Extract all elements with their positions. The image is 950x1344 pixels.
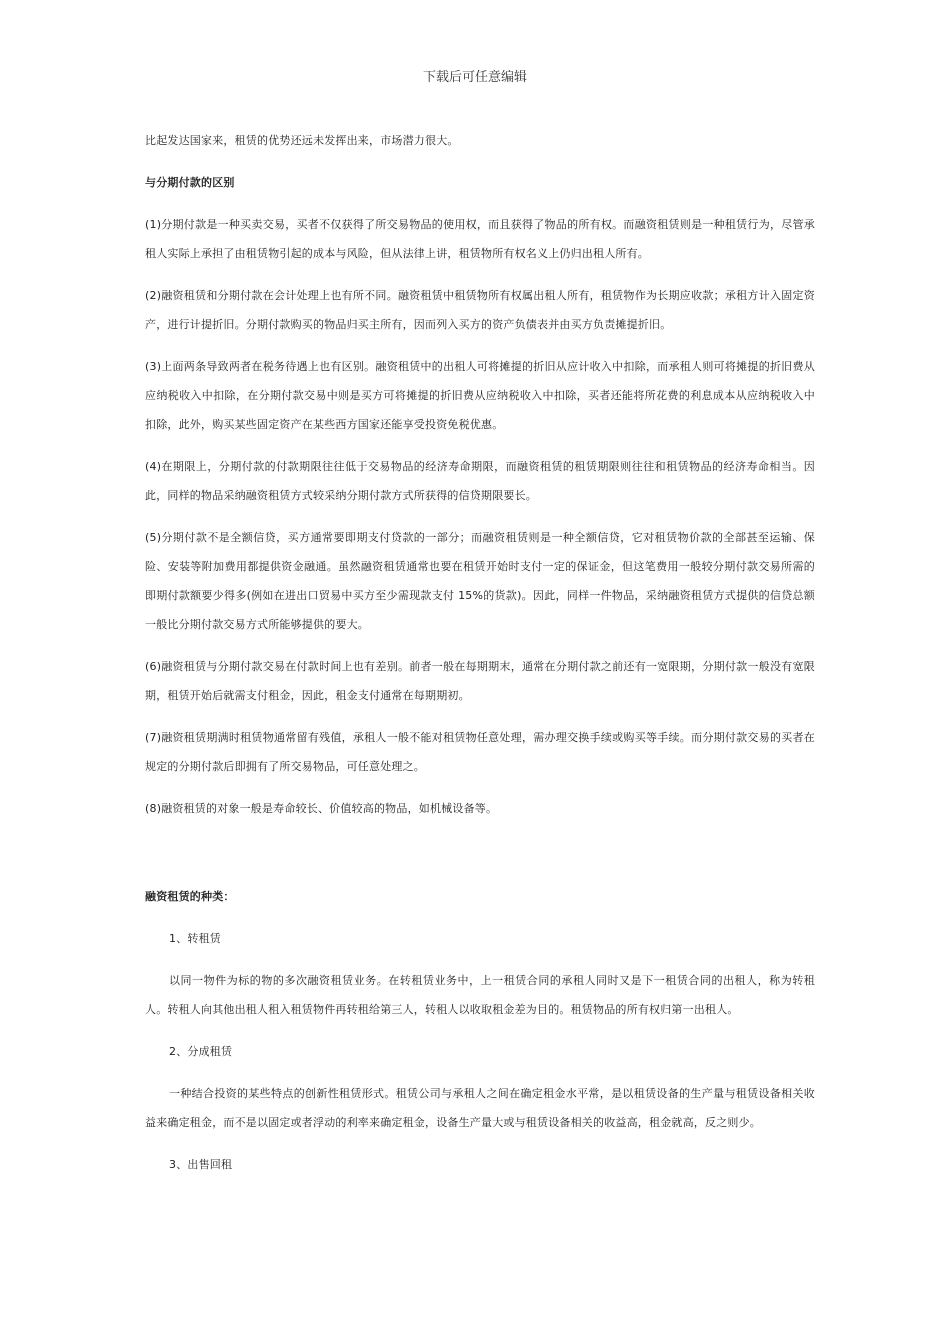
difference-item-8: (8)融资租赁的对象一般是寿命较长、价值较高的物品，如机械设备等。 (145, 802, 498, 815)
section-heading-types: 融资租赁的种类： (145, 890, 235, 903)
type-title-revenue-share: 2、分成租赁 (169, 1045, 233, 1058)
difference-item-6: (6)融资租赁与分期付款交易在付款时间上也有差别。前者一般在每期期末，通常在分期付款之前还有一宽限期，分期付款一般没有宽限期，租赁开始后就需支付租金，因此，租金支付通常在每期期初。 (145, 660, 815, 702)
difference-item-1: (1)分期付款是一种买卖交易，买者不仅获得了所交易物品的使用权，而且获得了物品的所有权。而融资租赁则是一种租赁行为，尽管承租人实际上承担了由租赁物引起的成本与风险，但从法律上讲，租赁物所有权名义上仍归出租人所有。 (145, 218, 815, 260)
type-title-sale-leaseback: 3、出售回租 (169, 1158, 233, 1171)
type-body-sublease: 以同一物件为标的物的多次融资租赁业务。在转租赁业务中，上一租赁合同的承租人同时又是下一租赁合同的出租人，称为转租人。转租人向其他出租人租入租赁物件再转租给第三人，转租人以收取租金差为目的。租赁物品的所有权归第一出租人。 (145, 974, 815, 1016)
section-heading-difference: 与分期付款的区别 (145, 176, 235, 189)
type-body-revenue-share: 一种结合投资的某些特点的创新性租赁形式。租赁公司与承租人之间在确定租金水平常，是以租赁设备的生产量与租赁设备相关收益来确定租金，而不是以固定或者浮动的利率来确定租金，设备生产量大或与租赁设备相关的收益高，租金就高，反之则少。 (145, 1087, 815, 1129)
difference-item-4: (4)在期限上，分期付款的付款期限往往低于交易物品的经济寿命期限，而融资租赁的租赁期限则往往和租赁物品的经济寿命相当。因此，同样的物品采纳融资租赁方式较采纳分期付款方式所获得的信贷期限要长。 (145, 460, 815, 502)
intro-paragraph: 比起发达国家来，租赁的优势还远未发挥出来，市场潜力很大。 (145, 134, 459, 147)
page-header: 下载后可任意编辑 (422, 70, 527, 85)
difference-item-2: (2)融资租赁和分期付款在会计处理上也有所不同。融资租赁中租赁物所有权属出租人所有，租赁物作为长期应收款；承租方计入固定资产，进行计提折旧。分期付款购买的物品归买主所有，因而列入买方的资产负债表并由买方负责摊提折旧。 (145, 289, 815, 331)
type-title-sublease: 1、转租赁 (169, 932, 221, 945)
document-body (145, 126, 815, 1192)
difference-item-3: (3)上面两条导致两者在税务待遇上也有区别。融资租赁中的出租人可将摊提的折旧从应计收入中扣除，而承租人则可将摊提的折旧费从应纳税收入中扣除，在分期付款交易中则是买方可将摊提的折旧费从应纳税收入中扣除，买者还能将所花费的利息成本从应纳税收入中扣除，此外，购买某些固定资产在某些西方国家还能享受投资免税优惠。 (145, 360, 815, 431)
section-spacer (145, 836, 815, 882)
difference-item-5: (5)分期付款不是全额信贷，买方通常要即期支付贷款的一部分；而融资租赁则是一种全额信贷，它对租赁物价款的全部甚至运输、保险、安装等附加费用都提供资金融通。虽然融资租赁通常也要在租赁开始时支付一定的保证金，但这笔费用一般较分期付款交易所需的即期付款额要少得多(例如在进出口贸易中买方至少需现款支付 15%的货款)。因此，同样一件物品，采纳融资租赁方式提供的信贷总额一般比分期付款交易方式所能够提供的要大。 (145, 531, 815, 631)
difference-item-7: (7)融资租赁期满时租赁物通常留有残值，承租人一般不能对租赁物任意处理，需办理交换手续或购买等手续。而分期付款交易的买者在规定的分期付款后即拥有了所交易物品，可任意处理之。 (145, 731, 815, 773)
